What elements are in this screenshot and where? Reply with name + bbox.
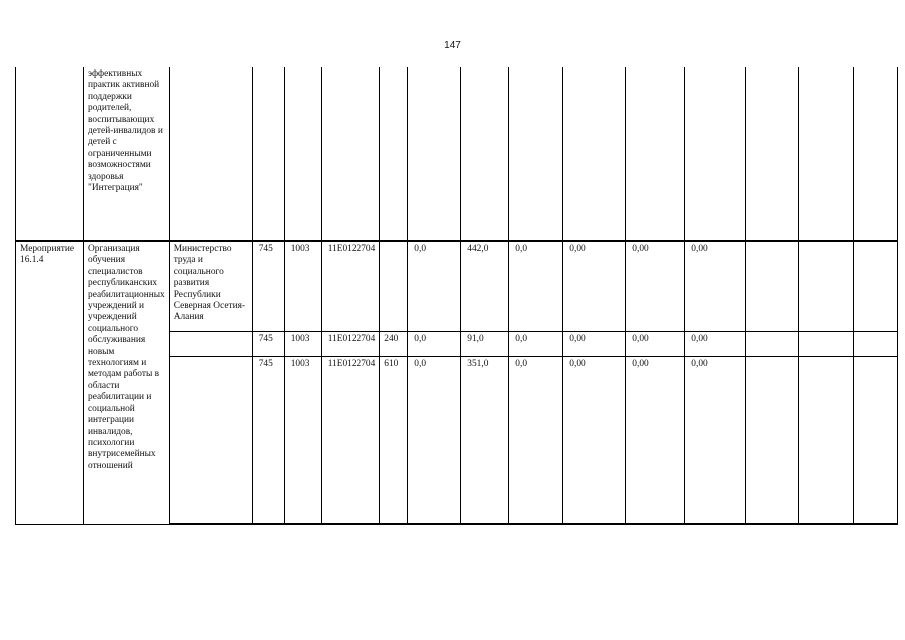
vr-cell: 240 <box>380 331 408 356</box>
value-cell: 0,00 <box>685 241 746 331</box>
page-number: 147 <box>444 40 461 51</box>
rzpr-cell: 1003 <box>284 241 321 331</box>
grbs-cell: 745 <box>252 356 284 524</box>
value-cell: 0,0 <box>408 331 461 356</box>
value-cell: 0,0 <box>509 241 563 331</box>
value-cell: 0,00 <box>685 331 746 356</box>
value-cell: 0,0 <box>509 356 563 524</box>
value-cell: 0,00 <box>626 356 685 524</box>
table-row <box>16 241 898 331</box>
value-cell: 0,00 <box>685 356 746 524</box>
vr-cell <box>380 241 408 331</box>
value-cell: 442,0 <box>461 241 509 331</box>
value-cell: 91,0 <box>461 331 509 356</box>
value-cell: 0,0 <box>509 331 563 356</box>
event-name-continuation: эффективных практик активной поддержки родителей, воспитывающих детей-инвалидов и детей с ограниченными возможностями здоровья "Интеграция" <box>84 67 170 241</box>
value-cell: 0,00 <box>563 331 626 356</box>
value-cell: 0,0 <box>408 356 461 524</box>
value-cell: 0,00 <box>626 241 685 331</box>
event-name: Организация обучения специалистов республиканских реабилитационных учреждений и учреждений социального обслуживания новым технологиям и методам работы в области реабилитации и социальной интеграции инвалидов, психологии внутрисемейных отношений <box>84 241 170 524</box>
csr-cell: 11Е0122704 <box>321 241 380 331</box>
event-id: Мероприятие 16.1.4 <box>16 241 84 524</box>
grbs-cell: 745 <box>252 241 284 331</box>
rzpr-cell: 1003 <box>284 356 321 524</box>
value-cell: 0,0 <box>408 241 461 331</box>
csr-cell: 11Е0122704 <box>321 356 380 524</box>
value-cell: 0,00 <box>626 331 685 356</box>
grbs-cell: 745 <box>252 331 284 356</box>
value-cell: 0,00 <box>563 241 626 331</box>
vr-cell: 610 <box>380 356 408 524</box>
rzpr-cell: 1003 <box>284 331 321 356</box>
value-cell: 0,00 <box>563 356 626 524</box>
value-cell: 351,0 <box>461 356 509 524</box>
csr-cell: 11Е0122704 <box>321 331 380 356</box>
budget-table <box>15 67 898 525</box>
table-row-continuation <box>16 67 898 241</box>
event-executor: Министерство труда и социального развития Республики Северная Осетия-Алания <box>169 241 252 331</box>
